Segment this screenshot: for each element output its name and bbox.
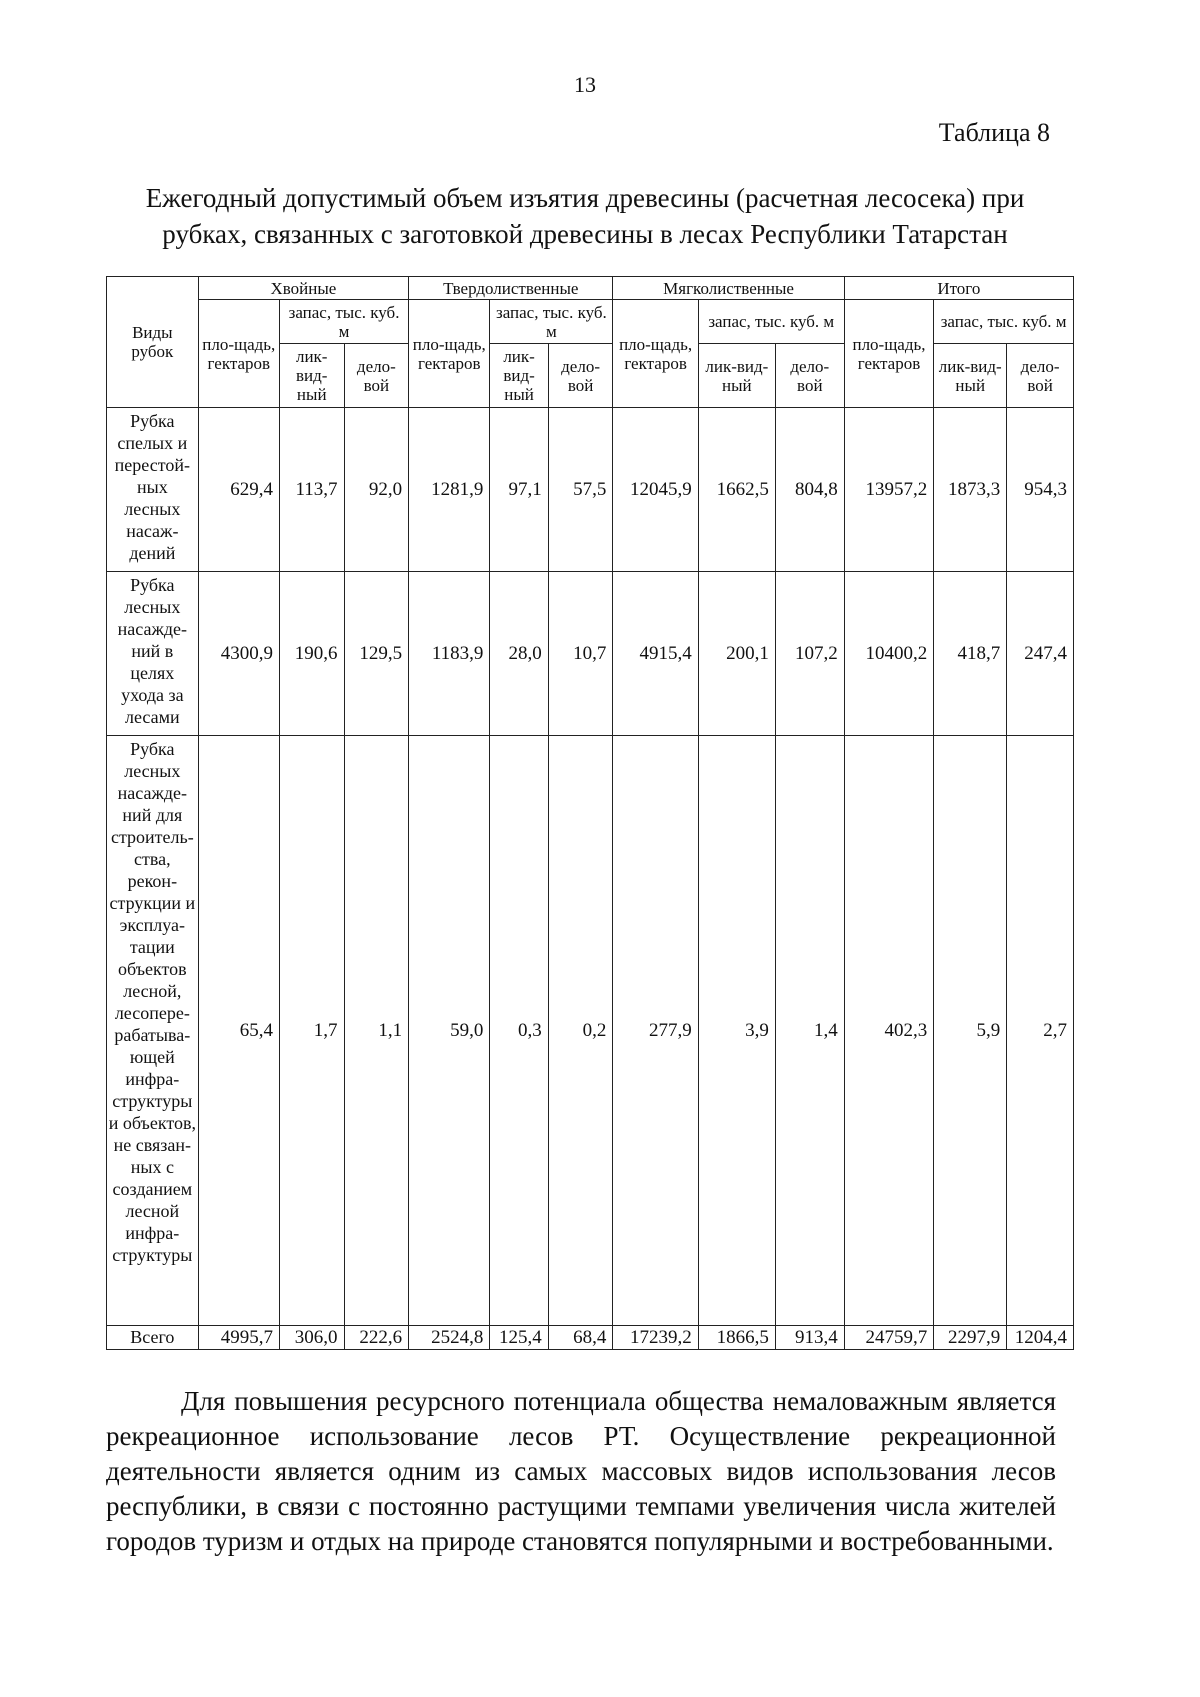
total-cell: 68,4 xyxy=(548,1326,613,1350)
cell: 1183,9 xyxy=(409,572,490,736)
cell: 92,0 xyxy=(344,408,409,572)
cell: 0,2 xyxy=(548,736,613,1326)
group-header: Мягколиственные xyxy=(613,277,844,300)
cell: 107,2 xyxy=(775,572,844,736)
cell: 4300,9 xyxy=(198,572,279,736)
cell: 2,7 xyxy=(1007,736,1074,1326)
total-cell: 24759,7 xyxy=(844,1326,934,1350)
page-number: 13 xyxy=(574,72,596,97)
cell: 277,9 xyxy=(613,736,698,1326)
harvest-table xyxy=(106,276,1074,1350)
business-header: дело-вой xyxy=(344,344,409,408)
cell: 247,4 xyxy=(1007,572,1074,736)
cell: 1,7 xyxy=(279,736,344,1326)
cell: 10,7 xyxy=(548,572,613,736)
table-row xyxy=(107,408,1074,572)
table-row xyxy=(107,572,1074,736)
total-cell: 2297,9 xyxy=(934,1326,1007,1350)
cell: 954,3 xyxy=(1007,408,1074,572)
cell: 129,5 xyxy=(344,572,409,736)
cell: 0,3 xyxy=(490,736,548,1326)
cell: 3,9 xyxy=(698,736,775,1326)
cell: 629,4 xyxy=(198,408,279,572)
cell: 57,5 xyxy=(548,408,613,572)
row-kind: Рубка лесных насажде-ний в целях ухода за лесами xyxy=(107,572,199,736)
cell: 59,0 xyxy=(409,736,490,1326)
total-cell: 222,6 xyxy=(344,1326,409,1350)
total-cell: 125,4 xyxy=(490,1326,548,1350)
kind-header: Виды рубок xyxy=(107,277,199,408)
area-header: пло-щадь, гектаров xyxy=(613,300,698,408)
row-kind: Рубка лесных насажде-ний для строитель-ства, рекон-струкции и эксплуа-тации объектов лесной, лесопере-рабатыва-ющей инфра-структуры и объектов, не связан-ных с созданием лесной инфра-структуры xyxy=(107,736,199,1326)
cell: 200,1 xyxy=(698,572,775,736)
business-header: дело-вой xyxy=(548,344,613,408)
cell: 113,7 xyxy=(279,408,344,572)
cell: 1,4 xyxy=(775,736,844,1326)
stock-header: запас, тыс. куб. м xyxy=(698,300,844,344)
cell: 1,1 xyxy=(344,736,409,1326)
table-title: Ежегодный допустимый объем изъятия древесины (расчетная лесосека) при рубках, связанных с заготовкой древесины в лесах Республики Татарстан xyxy=(145,183,1025,249)
table-row xyxy=(107,736,1074,1326)
total-cell: 2524,8 xyxy=(409,1326,490,1350)
liquid-header: лик-вид-ный xyxy=(279,344,344,408)
cell: 1873,3 xyxy=(934,408,1007,572)
total-label: Всего xyxy=(107,1326,199,1350)
cell: 12045,9 xyxy=(613,408,698,572)
total-cell: 1204,4 xyxy=(1007,1326,1074,1350)
area-header: пло-щадь, гектаров xyxy=(844,300,934,408)
liquid-header: лик-вид-ный xyxy=(934,344,1007,408)
total-cell: 17239,2 xyxy=(613,1326,698,1350)
cell: 5,9 xyxy=(934,736,1007,1326)
total-row xyxy=(107,1326,1074,1350)
cell: 28,0 xyxy=(490,572,548,736)
liquid-header: лик-вид-ный xyxy=(698,344,775,408)
cell: 418,7 xyxy=(934,572,1007,736)
total-cell: 913,4 xyxy=(775,1326,844,1350)
row-kind: Рубка спелых и перестой-ных лесных насаж-дений xyxy=(107,408,199,572)
stock-header: запас, тыс. куб. м xyxy=(279,300,408,344)
business-header: дело-вой xyxy=(775,344,844,408)
business-header: дело-вой xyxy=(1007,344,1074,408)
cell: 65,4 xyxy=(198,736,279,1326)
area-header: пло-щадь, гектаров xyxy=(409,300,490,408)
cell: 4915,4 xyxy=(613,572,698,736)
group-header: Хвойные xyxy=(198,277,408,300)
liquid-header: лик-вид-ный xyxy=(490,344,548,408)
cell: 1662,5 xyxy=(698,408,775,572)
area-header: пло-щадь, гектаров xyxy=(198,300,279,408)
body-paragraph: Для повышения ресурсного потенциала общества немаловажным является рекреационное использование лесов РТ. Осуществление рекреационной деятельности является одним из самых массовых видов использования лесов республики, в связи с постоянно растущими темпами увеличения числа жителей городов туризм и отдых на природе становятся популярными и востребованными. xyxy=(106,1386,1056,1556)
total-cell: 306,0 xyxy=(279,1326,344,1350)
total-cell: 4995,7 xyxy=(198,1326,279,1350)
cell: 1281,9 xyxy=(409,408,490,572)
group-header: Твердолиственные xyxy=(409,277,613,300)
stock-header: запас, тыс. куб. м xyxy=(934,300,1074,344)
group-header: Итого xyxy=(844,277,1073,300)
cell: 13957,2 xyxy=(844,408,934,572)
cell: 402,3 xyxy=(844,736,934,1326)
table-label: Таблица 8 xyxy=(938,118,1050,147)
cell: 10400,2 xyxy=(844,572,934,736)
cell: 804,8 xyxy=(775,408,844,572)
total-cell: 1866,5 xyxy=(698,1326,775,1350)
stock-header: запас, тыс. куб. м xyxy=(490,300,613,344)
cell: 190,6 xyxy=(279,572,344,736)
cell: 97,1 xyxy=(490,408,548,572)
